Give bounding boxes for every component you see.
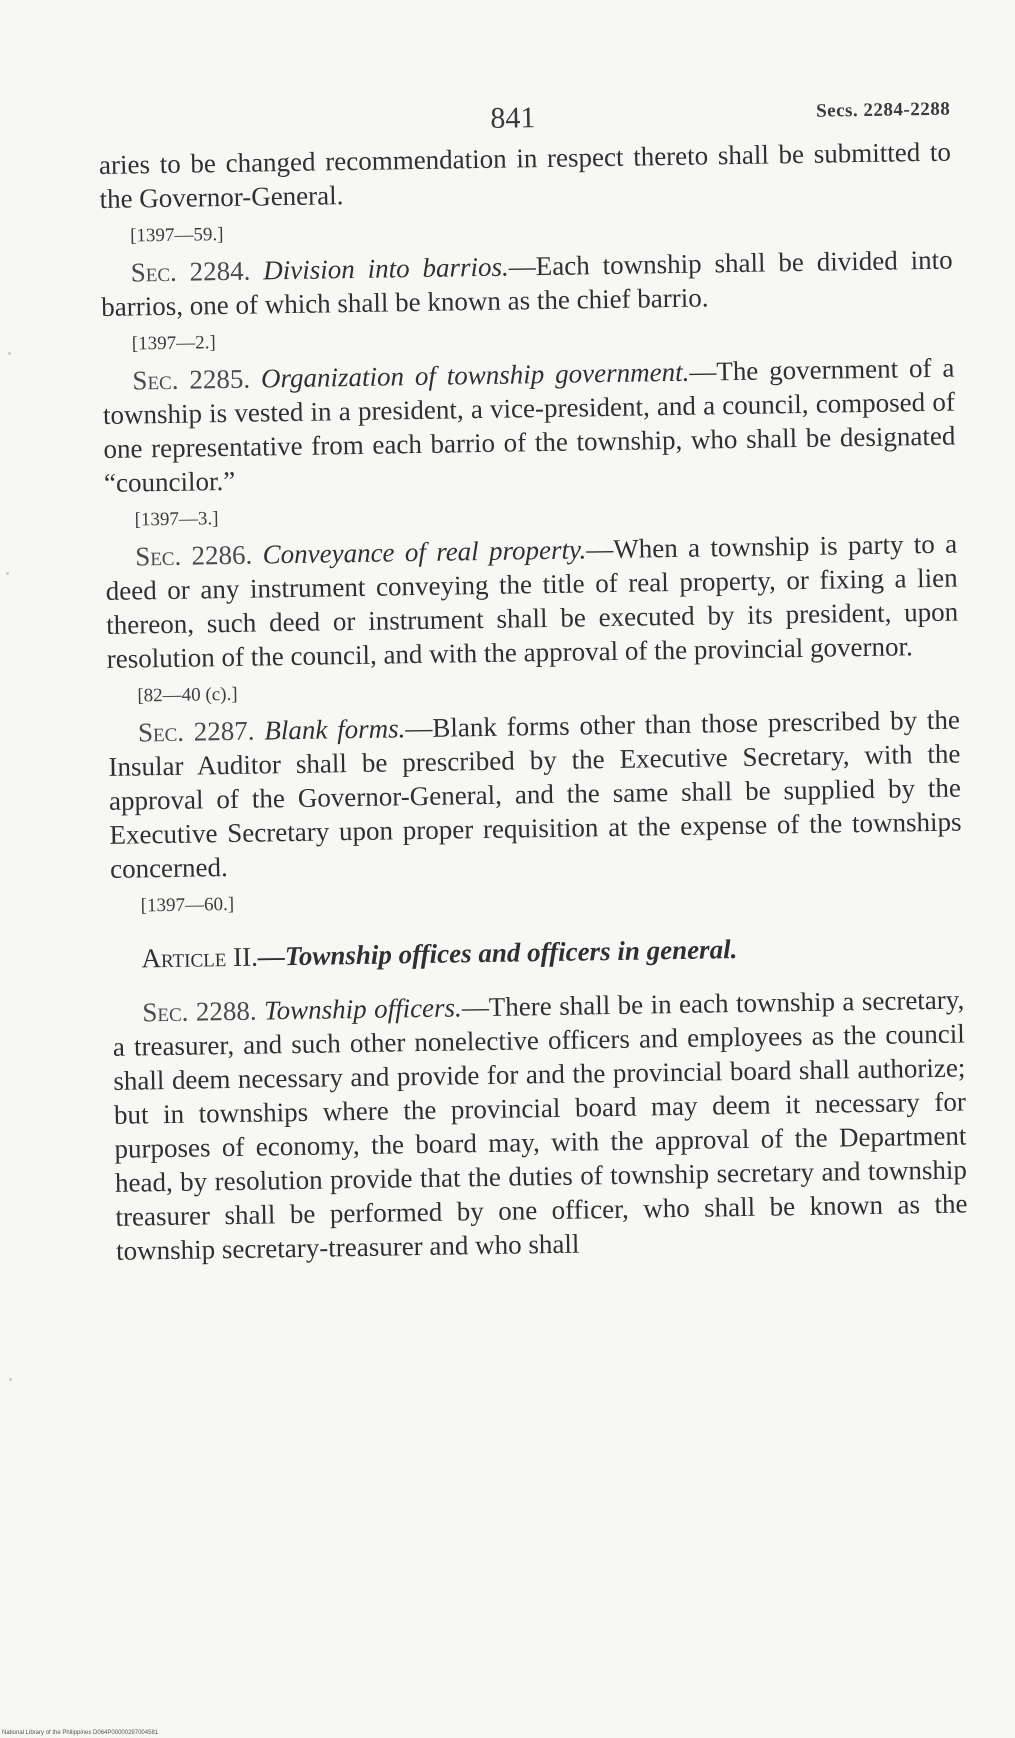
section-body: —Each township shall be divided into barrios, one of which shall be known as the chief barrio.: [101, 244, 953, 322]
scan-speck: [8, 352, 11, 355]
page-text: [98, 87, 968, 1268]
section-citation: [1397—59.]: [129, 224, 224, 247]
section-citation: [1397—60.]: [140, 893, 235, 917]
section-label: Sec. 2284.: [130, 255, 251, 288]
scan-speck: [6, 572, 9, 575]
section-label: Sec. 2285.: [132, 363, 251, 396]
continuation-paragraph: aries to be changed recommendation in respect thereto shall be submitted to the Governor-General.: [98, 136, 952, 214]
section-citation: [82—40 (c).]: [137, 683, 238, 707]
section-body: —Blank forms other than those prescribed by the Insular Auditor shall be prescribed by the Executive Secretary, with the approval of the Governor-General, and the same shall be supplied by the Executive Secretary upon proper requisition at the expense of the townships concerned.: [108, 704, 962, 884]
section-title: Organization of township government.: [260, 356, 690, 394]
section-paragraph: [112, 983, 968, 1268]
article-label: Article II.: [141, 941, 259, 974]
section-title: Conveyance of real property.: [262, 534, 587, 570]
article-title: —Township offices and officers in general.: [257, 934, 738, 972]
page-number: 841: [490, 101, 536, 135]
section-label: Sec. 2288.: [142, 995, 257, 1028]
section-label: Sec. 2287.: [137, 715, 255, 748]
section-title: Township officers.: [263, 992, 463, 1026]
section-citation: [1397—2.]: [131, 332, 216, 355]
article-heading: [111, 929, 963, 976]
scan-credit: National Library of the Philippines D064P00000297004581: [2, 1730, 159, 1736]
section-citation: [1397—3.]: [134, 508, 219, 531]
section-paragraph: [102, 351, 956, 500]
scan-speck: [9, 1378, 12, 1381]
section-title: Division into barrios.: [263, 251, 510, 286]
section-paragraph: [108, 703, 963, 886]
section-title: Blank forms.: [264, 713, 406, 746]
section-body: —When a township is party to a deed or any instrument conveying the title of real property, or fixing a lien thereon, such deed or instrument shall be executed by its president, upon resolution of the council, and with the approval of the provincial governor.: [105, 528, 959, 674]
section-body: —There shall be in each township a secretary, a treasurer, and such other nonelective officers and employees as the council shall deem necessary and provide for and the provincial board shall authorize; but in townships where the provincial board may deem it necessary for purposes of economy, the board may, with the approval of the Department head, by resolution provide that the duties of township secretary and township treasurer shall be performed by one officer, who shall be known as the township secretary-treasurer and who shall: [112, 984, 968, 1266]
section-label: Sec. 2286.: [134, 539, 253, 572]
section-range: Secs. 2284-2288: [815, 98, 951, 122]
section-paragraph: [105, 527, 959, 676]
section-body: —The government of a township is vested in a president, a vice-president, and a council, composed of one representative from each barrio of the township, who shall be designated “councilor.”: [102, 352, 956, 498]
section-paragraph: [100, 243, 953, 324]
